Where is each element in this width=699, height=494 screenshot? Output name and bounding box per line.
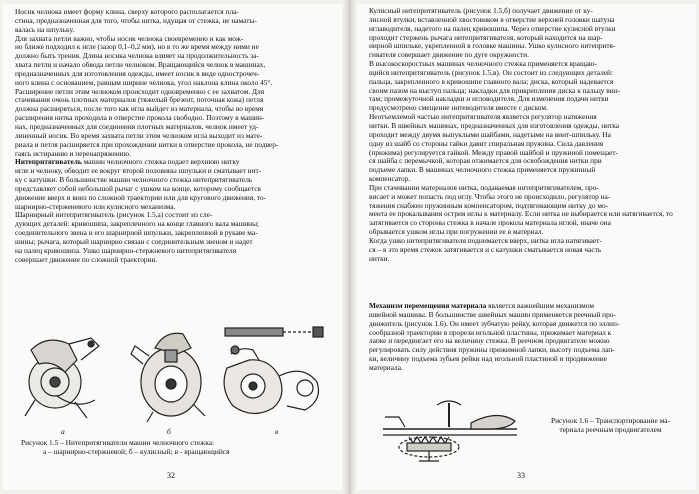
thread-take-up-a-drawing	[17, 330, 113, 426]
thread-take-up-c-drawing	[213, 324, 333, 424]
caption-line-1: Рисунок 1.5 – Нитепритягиватели машин челночного стежка:	[21, 438, 215, 447]
book-gutter	[343, 0, 356, 494]
text-line: ного клина с основанием, равным ширине челнока, угол наклона клина около 45°.	[15, 78, 273, 87]
text-line: нах, предназначенных для соединения плотных материалов, челнок имеет уд-	[15, 122, 259, 131]
text-line: игле и челноку, обводит ее вокруг второй половины шпульки и сматывает нит-	[15, 167, 262, 176]
text-line: тяжения снабжен пружинным компенсатором, подтягивающим нитку до мо-	[369, 201, 609, 210]
text-line: Неотъемлемой частью нитепритягивателя является регулятор натяжения	[369, 113, 597, 122]
text-line: расширения нитка проходила в отверстие проколa свободно. Поэтому в машин-	[15, 114, 265, 123]
text-line: шарнирно-стерженевого или кулисного механизма.	[15, 202, 176, 211]
text-line: Нитепритягиватель машин челночного стежка подает верхнюю нитку	[15, 158, 240, 167]
figure-1-5	[17, 324, 335, 436]
text-line: шины; рычага, который шарнирно связан с соединительным звеном и надет	[15, 237, 253, 246]
text-line: лисной втулки, вставленной хвостовиком в отверстие верхней головки шатуна	[369, 15, 615, 24]
text-line: предназначенных для изготовления одежды, имеет носик в виде однострочеч-	[15, 69, 260, 78]
text-line: проходит между двумя выпуклыми шайбами, надетыми на винт-шпильку. На	[369, 130, 611, 139]
text-line: там; промежуточной накладки и игловодителя. Для изменения подачи нитки	[369, 95, 609, 104]
text-line: (прижима) регулируется гайкой. Между правой шайбой и пружиной помещает-	[369, 148, 619, 157]
text-line: Для захвата петли важно, чтобы носик челнока своевременно и как мож-	[15, 34, 244, 43]
caption-line-2: а – шарнирно-стержневой; б – кулисный; в - вращающийся	[43, 447, 230, 456]
text-line: мента ее прокалывания острия иглы к материалу. Если нитка не выбирается или натягивается, то	[369, 210, 673, 219]
caption-line-2: териала реечным продвигателем	[559, 425, 662, 434]
text-line: гаясь истиранию и перенапряжению.	[15, 149, 131, 158]
text-line: стачивания очень плотных материалов (тяжелый брезент, поточная кожа) петля	[15, 96, 264, 105]
figure-label-a: а	[61, 427, 65, 436]
text-line: Шарнирный нитепритягиватель (рисунок 1.5,а) состоит из сле-	[15, 211, 213, 220]
text-line: должно быть трения. Длина носика челнока влияет на продолжительность за-	[15, 52, 259, 61]
text-line: риала и петля расширяется при прохождении нитки в отверстие прокола, не подвер-	[15, 140, 279, 149]
text-line: ку с катушки. В большинстве машин челночного стежка нитепритягиватель	[15, 176, 253, 185]
text-line: Механизм перемещения материала является важнейшим механизмом	[369, 302, 595, 310]
text-line: линенный носик. Во время захвата петли этим челноком игла выходит из мате-	[15, 131, 263, 140]
text-line: Когда ушко нитепритягивателя поднимается вверх, нитка игла натягивает-	[369, 236, 602, 245]
text-line: Носик челнока имеет форму клина, сверху которого располагается пла-	[15, 8, 239, 16]
text-line: Расширение петли этим челноком происходит одновременно с ее захватом. Для	[15, 87, 265, 96]
feed-dog-drawing	[379, 399, 521, 465]
text-line: валась на шпульку.	[15, 25, 75, 34]
text-line: подъеме лапки. В машинах челночного стежка применяется пружинный	[369, 166, 596, 175]
text-line: совершает движение по сложной траектории.	[15, 255, 158, 264]
text-line: нитки.	[369, 254, 390, 263]
text-line: предусмотрено смещение нитеводителя вместе с диском.	[369, 104, 548, 113]
text-line: соединительного звена и его шарнирной шпульки, закрепленной в рукаве ма-	[15, 229, 258, 238]
text-line: Кулисный нитепритягиватель (рисунок 1.5,б) получает движение от ку-	[369, 7, 593, 15]
text-line: должна расширяться, после того как игла выйдет из материала, чтобы во время	[15, 105, 264, 114]
text-line: гивателя совершает движение по дуге окружности.	[369, 51, 529, 60]
figure-1-6-caption	[533, 416, 688, 434]
text-line: ся – в это время стежок затягивается и с катушки сматывается новая часть	[369, 245, 602, 254]
text-line: нирной шпильке, укрепленной в головке машины. Ушко кулисного нитепритя-	[369, 42, 616, 51]
text-line: обрывается ушком иглы при погружении ее в материал.	[369, 228, 544, 237]
text-line: компенсатор.	[369, 175, 411, 184]
text-line: одну из шайб со стороны гайки давит спиральная пружина. Сила давления	[369, 139, 604, 148]
text-line: представляет собой небольшой рычаг с ушком на конце, которому сообщается	[15, 184, 261, 193]
text-line: ся шайба с перемычкой, которая отжимается для освобождения нитки при	[369, 157, 602, 166]
left-page-text	[15, 8, 336, 264]
page-number-left: 32	[167, 471, 175, 480]
text-line: При стачивании материалов нитка, подаваемая нитепритягивателем, про-	[369, 183, 599, 192]
text-line: лапке и передвигает его на величину стежка. В реечном продвигателе можно	[369, 337, 610, 346]
text-line: сообразной траектории в прорези игольной пластины, прижимает материал к	[369, 328, 612, 337]
left-page	[3, 4, 342, 490]
text-line: дующих деталей: кривошипа, закрепленного на конце главного вала машины;	[15, 220, 260, 229]
text-line: щийся нитепритягиватель (рисунок 1.5,в). Он состоит из следующих деталей:	[369, 68, 613, 77]
figure-1-5-caption	[21, 438, 321, 456]
text-line: движитель (рисунок 1.6). Он имеет зубчатую рейку, которая движется по эллип-	[369, 319, 620, 328]
text-line: затягивается со стороны стежка в начале прокола материала иглой, иначе она	[369, 219, 611, 228]
text-line: нитки. В швейных машинах, предназначенных для изготовления одежды, нитка	[369, 121, 619, 130]
right-page-text-bottom	[369, 302, 690, 373]
right-page-text-top	[369, 7, 690, 263]
caption-line-1: Рисунок 1.6 – Транспортирование ма-	[550, 416, 670, 425]
figure-label-b: б	[167, 427, 171, 436]
thread-take-up-b-drawing	[125, 324, 213, 424]
text-line: В высокоскоростных машинах челночного стежка применяется вращаю-	[369, 60, 597, 69]
text-line: но ближе подходил к игле (зазор 0,1–0,2 мм), но в то же время между ними не	[15, 43, 259, 52]
text-line: иглаводителя, надетого на палец кривошипа. Через отверстие кулисной втулки	[369, 24, 616, 33]
text-line: ки, величину подъема зубьев рейки над игольной пластиной и продвижение	[369, 355, 607, 364]
text-line: своим пазом на выступ пальца; накладки для прикрепления диска к пальцу вин-	[369, 86, 621, 95]
text-line: швейной машины. В большинстве швейных машин применяется реечный про-	[369, 310, 616, 319]
text-line: проходит стержень рычага нитепритягивателя, который находится на шар-	[369, 33, 603, 42]
text-line: материала.	[369, 363, 403, 372]
text-line: движение вверх и вниз по сложной траектории или для кругового движения, то-	[15, 193, 267, 202]
text-line: регулировать силу действия пружины прижимной лапки, высоту подъема лап-	[369, 346, 615, 355]
text-line: хвата петли и начало обвода петли челноком. Вращающийся челнок в машинах,	[15, 61, 266, 70]
page-number-right: 33	[517, 471, 525, 480]
text-line: пальца, закрепленного в кривошипе главного вала; диска, который надевается	[369, 77, 614, 86]
figure-label-c: в	[275, 427, 279, 436]
text-line: стина, предназначенная для того, чтобы нитка, идущая от стежка, не наматы-	[15, 16, 257, 25]
text-line: висает и может попасть под иглу. Чтобы этого не происходило, регулятор на-	[369, 192, 611, 201]
text-line: на палец кривошипа. Ушко шарнирно-стержневого нитепритягивателя	[15, 246, 237, 255]
right-page	[357, 4, 696, 490]
